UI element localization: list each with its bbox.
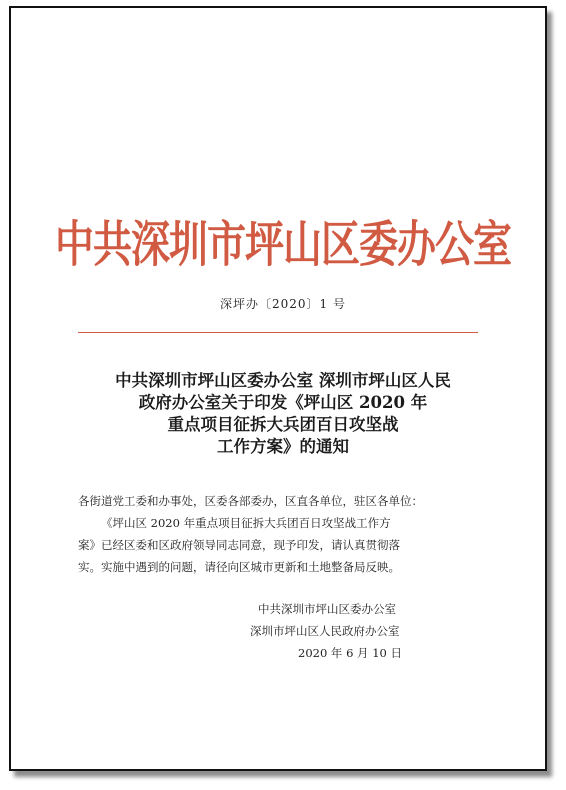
notice-title-line: 工作方案》的通知 [217,437,349,456]
notice-title-line: 政府办公室关于印发《坪山区 2020 年 [138,393,428,412]
signature-org: 中共深圳市坪山区委办公室 [258,602,396,616]
addressee-line: 各街道党工委和办事处，区委各部委办，区直各单位，驻区各单位： [78,494,423,508]
red-divider [78,332,478,333]
body-line: 案》已经区委和区政府领导同志同意，现予印发，请认真贯彻落 [78,538,400,552]
body-line: 实。实施中遇到的问题，请径向区城市更新和土地整备局反映。 [78,560,400,574]
document-number: 深坪办〔2020〕1 号 [220,297,346,311]
notice-title-line: 重点项目征拆大兵团百日攻坚战 [167,415,399,434]
issuer-heading: 中共深圳市坪山区委办公室 [54,216,511,274]
signature-org: 深圳市坪山区人民政府办公室 [250,624,400,638]
notice-body [78,490,490,578]
body-line: 《坪山区 2020 年重点项目征拆大兵团百日攻坚战工作方 [101,516,391,530]
signature-date: 2020 年 6 月 10 日 [298,646,402,660]
notice-title [60,370,506,458]
notice-title-line: 中共深圳市坪山区委办公室 深圳市坪山区人民 [115,371,451,390]
